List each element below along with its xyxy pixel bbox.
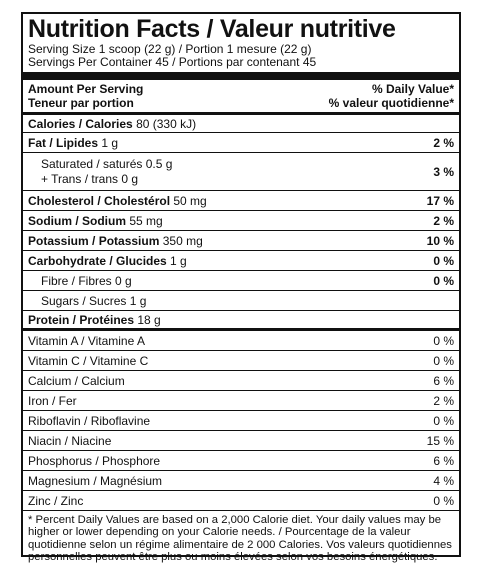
sugars-row bbox=[23, 291, 459, 311]
vitamin-dv: 2 % bbox=[433, 393, 454, 408]
vitamin-dv: 0 % bbox=[433, 413, 454, 428]
vitamin-dv: 15 % bbox=[426, 433, 454, 448]
trans-label: + Trans / trans 0 g bbox=[41, 171, 139, 186]
vitamin-dv: 0 % bbox=[433, 493, 454, 508]
fat-dv: 2 % bbox=[433, 135, 454, 150]
vitamin-row bbox=[23, 451, 459, 471]
vitamin-dv: 6 % bbox=[433, 373, 454, 388]
calories-row bbox=[23, 115, 459, 133]
thick-divider bbox=[23, 72, 459, 80]
potassium-label: Potassium / Potassium bbox=[28, 233, 160, 248]
sodium-amount: 55 mg bbox=[129, 213, 163, 228]
vitamin-label: Calcium / Calcium bbox=[28, 373, 125, 388]
vitamin-row bbox=[23, 431, 459, 451]
footnote: * Percent Daily Values are based on a 2,000 Calorie diet. Your daily values may be higher or lower depending on your Calorie needs. / Pourcentage de la valeur quotidienne selon un régime alimentaire de 2 000 Calories. Vos valeurs quotidiennes personnelles peuvent être plus ou moins élevées selon vos besoins énergétiques. bbox=[28, 514, 452, 564]
fibre-row bbox=[23, 271, 459, 291]
sodium-dv: 2 % bbox=[433, 213, 454, 228]
cholesterol-row bbox=[23, 191, 459, 211]
saturated-trans-dv: 3 % bbox=[433, 164, 454, 179]
sugars-label: Sugars / Sucres 1 g bbox=[41, 293, 147, 308]
cholesterol-dv: 17 % bbox=[426, 193, 454, 208]
fat-row bbox=[23, 133, 459, 153]
vitamin-label: Zinc / Zinc bbox=[28, 493, 84, 508]
vitamin-label: Riboflavin / Riboflavine bbox=[28, 413, 151, 428]
fibre-label: Fibre / Fibres 0 g bbox=[41, 273, 132, 288]
vitamin-label: Vitamin A / Vitamine A bbox=[28, 333, 145, 348]
protein-label: Protein / Protéines bbox=[28, 312, 135, 327]
vitamin-label: Vitamin C / Vitamine C bbox=[28, 353, 149, 368]
sodium-label: Sodium / Sodium bbox=[28, 213, 126, 228]
servings-per-container: Servings Per Container 45 / Portions par contenant 45 bbox=[28, 55, 317, 69]
potassium-amount: 350 mg bbox=[162, 233, 203, 248]
vitamin-dv: 0 % bbox=[433, 353, 454, 368]
calories-amount: 80 (330 kJ) bbox=[136, 116, 197, 131]
daily-value-label: % Daily Value* bbox=[371, 82, 454, 96]
vitamin-row bbox=[23, 411, 459, 431]
calories-label: Calories / Calories bbox=[28, 116, 133, 131]
vitamin-label: Niacin / Niacine bbox=[28, 433, 112, 448]
nutrition-facts-panel bbox=[21, 12, 461, 564]
vitamin-dv: 6 % bbox=[433, 453, 454, 468]
vitamin-row bbox=[23, 391, 459, 411]
valeur-quotidienne-label: % valeur quotidienne* bbox=[328, 96, 454, 110]
carbohydrate-dv: 0 % bbox=[433, 253, 454, 268]
potassium-dv: 10 % bbox=[426, 233, 454, 248]
carbohydrate-amount: 1 g bbox=[170, 253, 187, 268]
vitamin-row bbox=[23, 331, 459, 351]
vitamin-row bbox=[23, 351, 459, 371]
header-row-1 bbox=[28, 82, 454, 96]
teneur-par-portion-label: Teneur par portion bbox=[28, 96, 134, 110]
vitamin-row bbox=[23, 371, 459, 391]
cholesterol-amount: 50 mg bbox=[173, 193, 207, 208]
vitamin-dv: 0 % bbox=[433, 333, 454, 348]
carbohydrate-label: Carbohydrate / Glucides bbox=[28, 253, 167, 268]
potassium-row bbox=[23, 231, 459, 251]
vitamin-row bbox=[23, 491, 459, 511]
carbohydrate-row bbox=[23, 251, 459, 271]
saturated-label: Saturated / saturés 0.5 g bbox=[41, 156, 173, 171]
fat-amount: 1 g bbox=[101, 135, 119, 150]
vitamin-label: Phosphorus / Phosphore bbox=[28, 453, 161, 468]
serving-size: Serving Size 1 scoop (22 g) / Portion 1 mesure (22 g) bbox=[28, 42, 312, 56]
protein-row bbox=[23, 311, 459, 331]
fat-label: Fat / Lipides bbox=[28, 135, 99, 150]
protein-amount: 18 g bbox=[137, 312, 161, 327]
vitamin-label: Magnesium / Magnésium bbox=[28, 473, 163, 488]
vitamin-row bbox=[23, 471, 459, 491]
vitamin-dv: 4 % bbox=[433, 473, 454, 488]
saturated-trans-row bbox=[23, 153, 459, 191]
header-row-2 bbox=[28, 96, 454, 110]
cholesterol-label: Cholesterol / Cholestérol bbox=[28, 193, 171, 208]
sodium-row bbox=[23, 211, 459, 231]
amount-per-serving-label: Amount Per Serving bbox=[28, 82, 144, 96]
vitamin-label: Iron / Fer bbox=[28, 393, 77, 408]
fibre-dv: 0 % bbox=[433, 273, 454, 288]
panel-title: Nutrition Facts / Valeur nutritive bbox=[28, 15, 396, 43]
